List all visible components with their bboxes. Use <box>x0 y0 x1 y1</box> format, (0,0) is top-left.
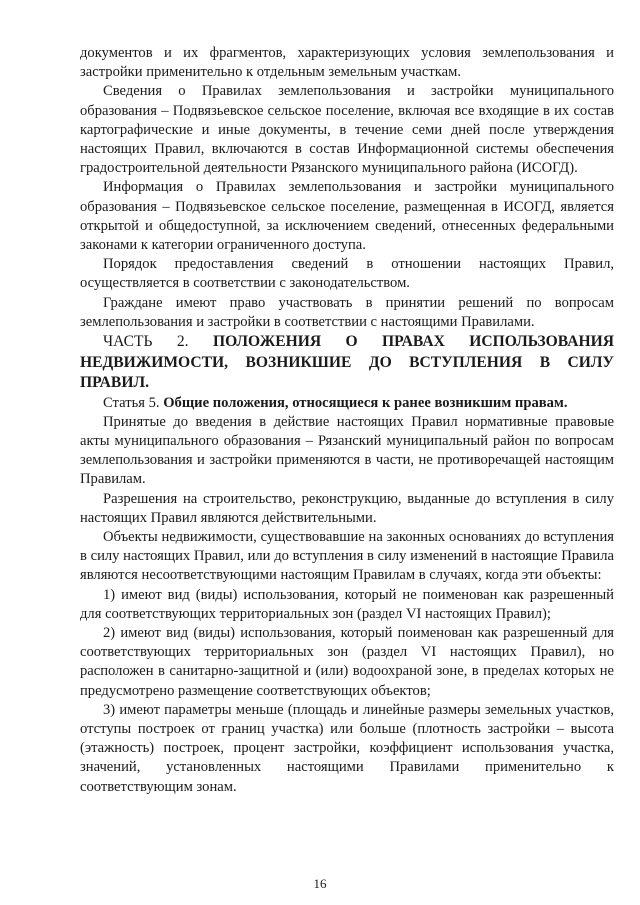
part-heading-title: ПОЛОЖЕНИЯ О ПРАВАХ ИСПОЛЬЗОВАНИЯ НЕДВИЖИМОСТИ, ВОЗНИКШИЕ ДО ВСТУПЛЕНИЯ В СИЛУ ПРАВИЛ. <box>80 333 614 392</box>
list-item-3: 3) имеют параметры меньше (площадь и линейные размеры земельных участков, отступы построек от границ участка) или больше (плотность застройки – высота (этажность) построек, процент застройки, коэффициент использования участка, значений, установленных настоящими Правилами применительно к соответствующим зонам. <box>80 701 614 795</box>
list-item-1: 1) имеют вид (виды) использования, который не поименован как разрешенный для соответствующих территориальных зон (раздел VI настоящих Правил); <box>80 586 614 622</box>
document-body <box>80 44 614 797</box>
paragraph-public-access: Информация о Правилах землепользования и застройки муниципального образования – Подвязьевское сельское поселение, размещенная в ИСОГД, является открытой и общедоступной, за исключением сведений, отнесенных федеральными законами к категории ограниченного доступа. <box>80 179 614 254</box>
paragraph-citizens: Граждане имеют право участвовать в принятии решений по вопросам землепользования и застройки в соответствии с настоящими Правилами. <box>80 294 614 330</box>
paragraph-nonconforming: Объекты недвижимости, существовавшие на законных основаниях до вступления в силу настоящих Правил, или до вступления в силу изменений в настоящие Правила являются несоответствующими настоящим Правилам в случаях, когда эти объекты: <box>80 528 614 584</box>
article-heading <box>80 394 614 413</box>
part-heading <box>80 332 614 394</box>
part-heading-prefix: ЧАСТЬ 2. <box>103 333 213 351</box>
paragraph-isogd: Сведения о Правилах землепользования и застройки муниципального образования – Подвязьевское сельское поселение, включая все входящие в их состав картографические и иные документы, в течение семи дней после утверждения настоящих Правил, включаются в состав Информационной системы обеспечения градостроительной деятельности Рязанского муниципального района (ИСОГД). <box>80 83 614 177</box>
paragraph-procedure: Порядок предоставления сведений в отношении настоящих Правил, осуществляется в соответствии с законодательством. <box>80 256 614 292</box>
opening-paragraph: документов и их фрагментов, характеризующих условия землепользования и застройки применительно к отдельным земельным участкам. <box>80 45 614 81</box>
article-prefix: Статья 5. <box>103 394 164 411</box>
list-item-2: 2) имеют вид (виды) использования, который поименован как разрешенный для соответствующих территориальных зон (раздел VI настоящих Правил), но расположен в санитарно-защитной и (или) водоохраной зоне, в пределах которых не предусмотрено размещение соответствующих объектов; <box>80 624 614 699</box>
paragraph-permits: Разрешения на строительство, реконструкцию, выданные до вступления в силу настоящих Правил являются действительными. <box>80 490 614 526</box>
paragraph-prior-acts: Принятые до введения в действие настоящих Правил нормативные правовые акты муниципального образования – Рязанский муниципальный район по вопросам землепользования и застройки применяются в части, не противоречащей настоящим Правилам. <box>80 413 614 488</box>
page-number: 16 <box>313 876 327 891</box>
article-title: Общие положения, относящиеся к ранее возникшим правам. <box>163 394 568 411</box>
